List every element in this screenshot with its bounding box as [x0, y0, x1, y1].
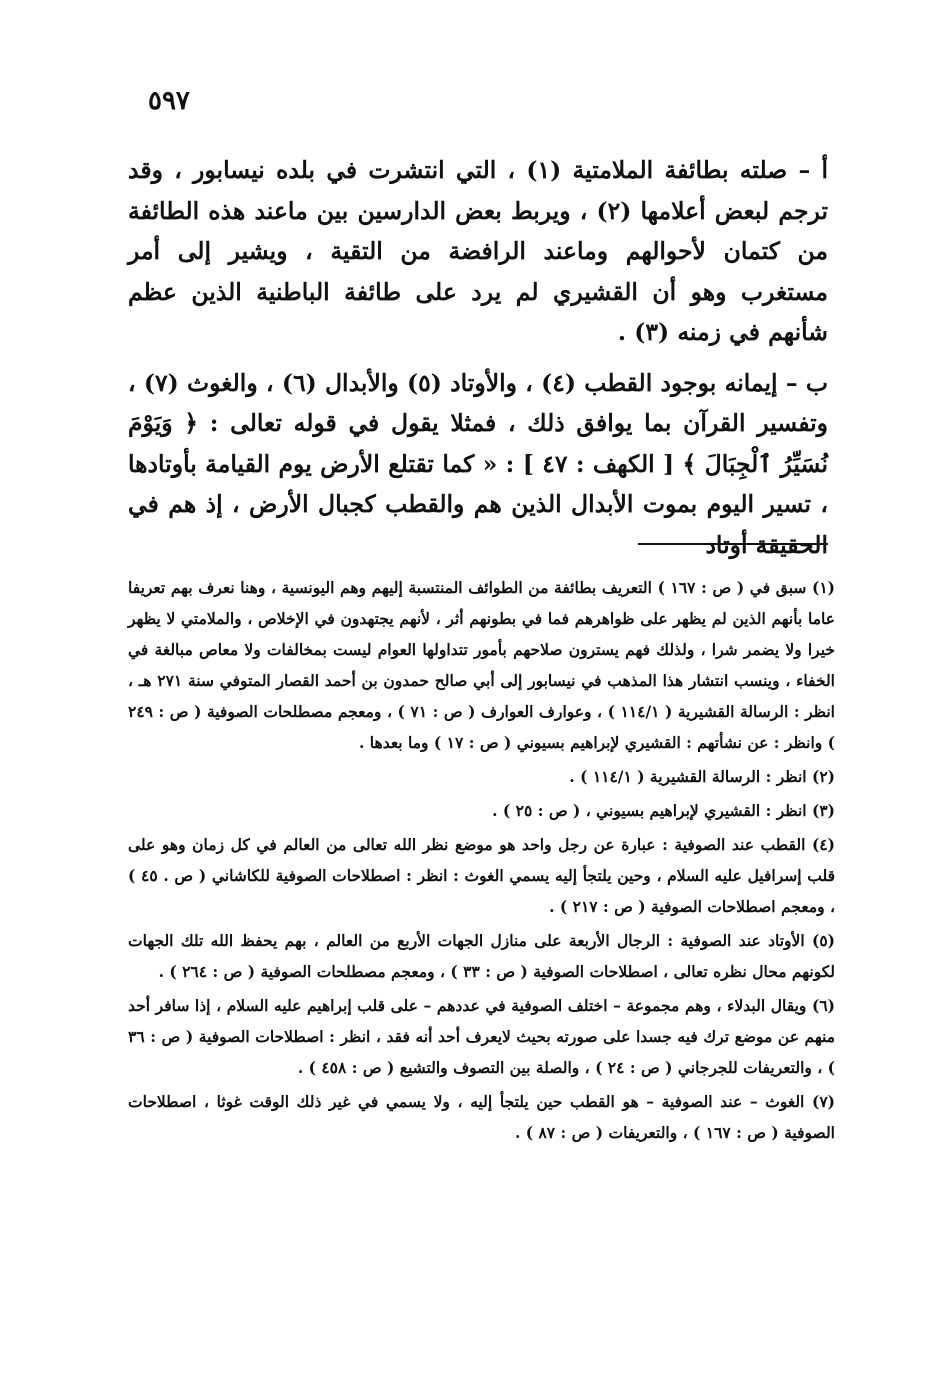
footnote-3: (٣) انظر : القشيري لإبراهيم بسيوني ، ( ص : ٢٥ ) . — [492, 801, 835, 820]
main-text — [128, 150, 828, 565]
page-number: ٥٩٧ — [148, 86, 190, 116]
main-paragraph-b: ب – إيمانه بوجود القطب (٤) ، والأوتاد (٥) والأبدال (٦) ، والغوث (٧) ، وتفسير القرآن بما يوافق ذلك ، فمثلا يقول في قوله تعالى : ﴿ وَيَوْمَ نُسَيِّرُ ٱلْجِبَالَ ﴾ [ الكهف : ٤٧ ] : « كما تقتلع الأرض يوم القيامة بأوتادها ، تسير اليوم بموت الأبدال الذين هم والقطب كجبال الأرض ، إذ هم في الحقيقة أوتاد — [128, 368, 829, 559]
footnotes — [128, 572, 835, 1148]
footnote-2: (٢) انظر : الرسالة القشيرية ( ١١٤/١ ) . — [569, 767, 835, 786]
footnote-4: (٤) القطب عند الصوفية : عبارة عن رجل واحد هو موضع نظر الله تعالى من العالم في كل زمان وهو على قلب إسرافيل عليه السلام ، وحين يلتجأ إليه يسمي الغوث : انظر : اصطلاحات الصوفية للكاشاني ( ص . ٤٥ ) ، ومعجم اصطلاحات الصوفية ( ص : ٢١٧ ) . — [128, 835, 835, 916]
main-paragraph-a: أ – صلته بطائفة الملامتية (١) ، التي انتشرت في بلده نيسابور ، وقد ترجم لبعض أعلامها (٢) ، ويربط بعض الدارسين بين ماعند هذه الطائفة من كتمان لأحوالهم وماعند الرافضة من التقية ، ويشير إلى أمر مستغرب وهو أن القشيري لم يرد على طائفة الباطنية الذين عظم شأنهم في زمنه (٣) . — [128, 156, 829, 346]
footnote-separator — [638, 543, 828, 545]
footnote-1: (١) سبق في ( ص : ١٦٧ ) التعريف بطائفة من الطوائف المنتسبة إليهم وهم اليونسية ، وهنا نعرف بهم تعريفا عاما بأنهم الذين لم يظهر على ظواهرهم فما في بطونهم أثر ، لأنهم يجتهدون في الإخلاص ، والملامتي لا يظهر خيرا ولا يضمر شرا ، ولذلك فهم يسترون صلاحهم بأمور تتداولها العوام ليست بمخالفات ولا معاص مبالغة في الخفاء ، وينسب انتشار هذا المذهب في نيسابور إلى أبي صالح حمدون بن أحمد القصار المتوفي سنة ٢٧١ هـ ، انظر : الرسالة القشيرية ( ١١٤/١ ) ، وعوارف العوارف ( ص : ٧١ ) ، ومعجم مصطلحات الصوفية ( ص : ٢٤٩ ) وانظر : عن نشأتهم : القشيري لإبراهيم بسيوني ( ص : ١٧ ) وما بعدها . — [128, 578, 835, 752]
footnote-5: (٥) الأوتاد عند الصوفية : الرجال الأربعة على منازل الجهات الأربع من العالم ، بهم يحفظ الله تلك الجهات لكونهم محال نظره تعالى ، اصطلاحات الصوفية ( ص : ٣٣ ) ، ومعجم مصطلحات الصوفية ( ص : ٢٦٤ ) . — [128, 931, 835, 981]
footnote-6: (٦) ويقال البدلاء ، وهم مجموعة – اختلف الصوفية في عددهم – على قلب إبراهيم عليه السلام ، إذا سافر أحد منهم عن موضع ترك فيه جسدا على صورته بحيث لايعرف أحد أنه فقد ، انظر : اصطلاحات الصوفية ( ص : ٣٦ ) ، والتعريفات للجرجاني ( ص : ٢٤ ) ، والصلة بين التصوف والتشيع ( ص : ٤٥٨ ) . — [128, 996, 835, 1077]
footnote-7: (٧) الغوث – عند الصوفية – هو القطب حين يلتجأ إليه ، ولا يسمي في غير ذلك الوقت غوثا ، اصطلاحات الصوفية ( ص : ١٦٧ ) ، والتعريفات ( ص : ٨٧ ) . — [128, 1092, 835, 1142]
